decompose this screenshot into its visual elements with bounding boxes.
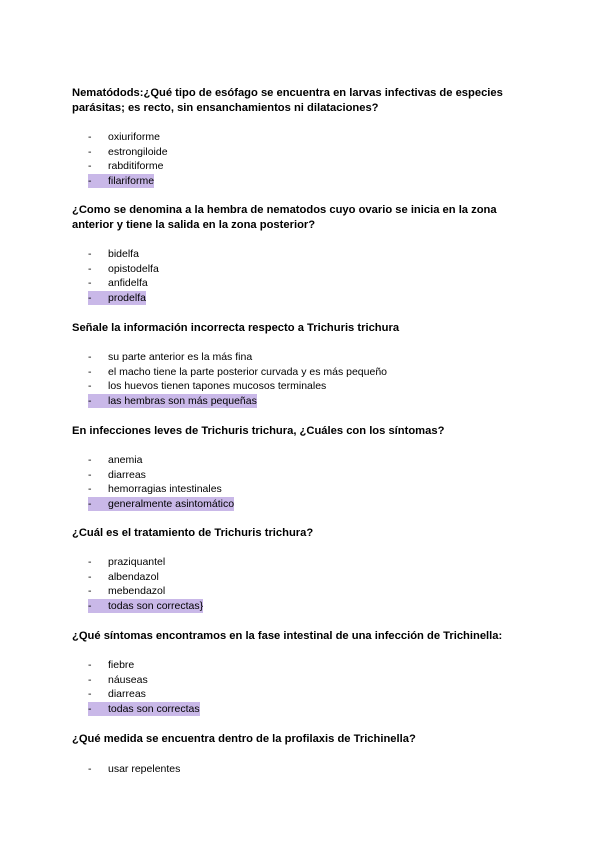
options-list-5: [88, 555, 203, 613]
bullet-dash: -: [88, 380, 92, 393]
bullet-dash: -: [88, 277, 92, 290]
bullet-dash: -: [88, 131, 92, 143]
option-text: su parte anterior es la más fina: [108, 351, 253, 363]
option-text: fiebre: [108, 659, 135, 671]
question-7: ¿Qué medida se encuentra dentro de la profilaxis de Trichinella?: [72, 733, 416, 745]
option-item: [88, 145, 168, 160]
bullet-dash: -: [88, 570, 92, 583]
options-list-4: [88, 453, 234, 511]
options-list-1: [88, 130, 168, 188]
option-text: todas son correctas: [108, 702, 200, 715]
option-text: opistodelfa: [108, 262, 159, 275]
bullet-dash: -: [88, 659, 92, 671]
bullet-dash: -: [88, 468, 92, 481]
question-1: Nematódods:¿Qué tipo de esófago se encuentra en larvas infectivas de especies parásitas; es recto, sin ensanchamientos ni dilataciones?: [72, 87, 503, 114]
question-4: En infecciones leves de Trichuris trichura, ¿Cuáles con los síntomas?: [72, 425, 445, 437]
option-text: filariforme: [108, 174, 155, 187]
bullet-dash: -: [88, 160, 92, 173]
bullet-dash: -: [88, 291, 108, 306]
option-text: prodelfa: [108, 291, 146, 304]
option-text: hemorragias intestinales: [108, 483, 222, 496]
option-text: diarreas: [108, 468, 146, 481]
option-item: [88, 468, 234, 483]
bullet-dash: -: [88, 174, 108, 189]
bullet-dash: -: [88, 483, 92, 496]
option-item-highlighted: [88, 174, 168, 189]
option-item: [88, 687, 200, 702]
option-item: [88, 276, 159, 291]
option-item: [88, 658, 200, 673]
bullet-dash: -: [88, 454, 92, 466]
option-item: [88, 247, 159, 262]
option-text: generalmente asintomático: [108, 497, 235, 510]
option-item: [88, 130, 168, 145]
option-item: [88, 570, 203, 585]
option-item: [88, 555, 203, 570]
option-text: los huevos tienen tapones mucosos terminales: [108, 380, 327, 393]
bullet-dash: -: [88, 556, 92, 568]
question-3: Señale la información incorrecta respecto a Trichuris trichura: [72, 322, 400, 334]
option-text: anfidelfa: [108, 277, 148, 290]
option-text: todas son correctas}: [108, 599, 204, 612]
options-list-7: [88, 762, 180, 777]
question-6: ¿Qué síntomas encontramos en la fase intestinal de una infección de Trichinella:: [72, 630, 503, 642]
bullet-dash: -: [88, 688, 92, 701]
option-text: usar repelentes: [108, 763, 181, 775]
option-text: bidelfa: [108, 248, 139, 260]
bullet-dash: -: [88, 763, 92, 775]
option-text: rabditiforme: [108, 160, 164, 173]
option-item: [88, 584, 203, 599]
option-item-highlighted: [88, 291, 159, 306]
option-item-highlighted: [88, 497, 234, 512]
option-text: estrongiloide: [108, 145, 168, 158]
option-text: praziquantel: [108, 556, 166, 568]
option-item-highlighted: [88, 394, 387, 409]
bullet-dash: -: [88, 351, 92, 363]
option-item: [88, 350, 387, 365]
bullet-dash: -: [88, 394, 108, 409]
options-list-6: [88, 658, 200, 716]
question-5: ¿Cuál es el tratamiento de Trichuris trichura?: [72, 527, 314, 539]
option-item: [88, 159, 168, 174]
option-item-highlighted: [88, 702, 200, 717]
option-item: [88, 762, 180, 777]
option-text: oxiuriforme: [108, 131, 160, 143]
option-item: [88, 365, 387, 380]
option-text: las hembras son más pequeñas: [108, 394, 257, 407]
options-list-3: [88, 350, 387, 408]
option-item: [88, 453, 234, 468]
option-item: [88, 482, 234, 497]
options-list-2: [88, 247, 159, 305]
option-text: diarreas: [108, 688, 146, 701]
option-text: mebendazol: [108, 585, 166, 598]
option-item: [88, 379, 387, 394]
bullet-dash: -: [88, 145, 92, 158]
bullet-dash: -: [88, 599, 108, 614]
bullet-dash: -: [88, 702, 108, 717]
option-item: [88, 262, 159, 277]
bullet-dash: -: [88, 365, 92, 378]
option-item-highlighted: [88, 599, 203, 614]
question-2: ¿Como se denomina a la hembra de nematodos cuyo ovario se inicia en la zona anterior y tiene la salida en la zona posterior?: [72, 204, 497, 231]
option-text: anemia: [108, 454, 143, 466]
option-item: [88, 673, 200, 688]
bullet-dash: -: [88, 585, 92, 598]
bullet-dash: -: [88, 262, 92, 275]
bullet-dash: -: [88, 497, 108, 512]
option-text: náuseas: [108, 673, 148, 686]
bullet-dash: -: [88, 673, 92, 686]
bullet-dash: -: [88, 248, 92, 260]
option-text: el macho tiene la parte posterior curvada y es más pequeño: [108, 365, 387, 378]
option-text: albendazol: [108, 570, 159, 583]
